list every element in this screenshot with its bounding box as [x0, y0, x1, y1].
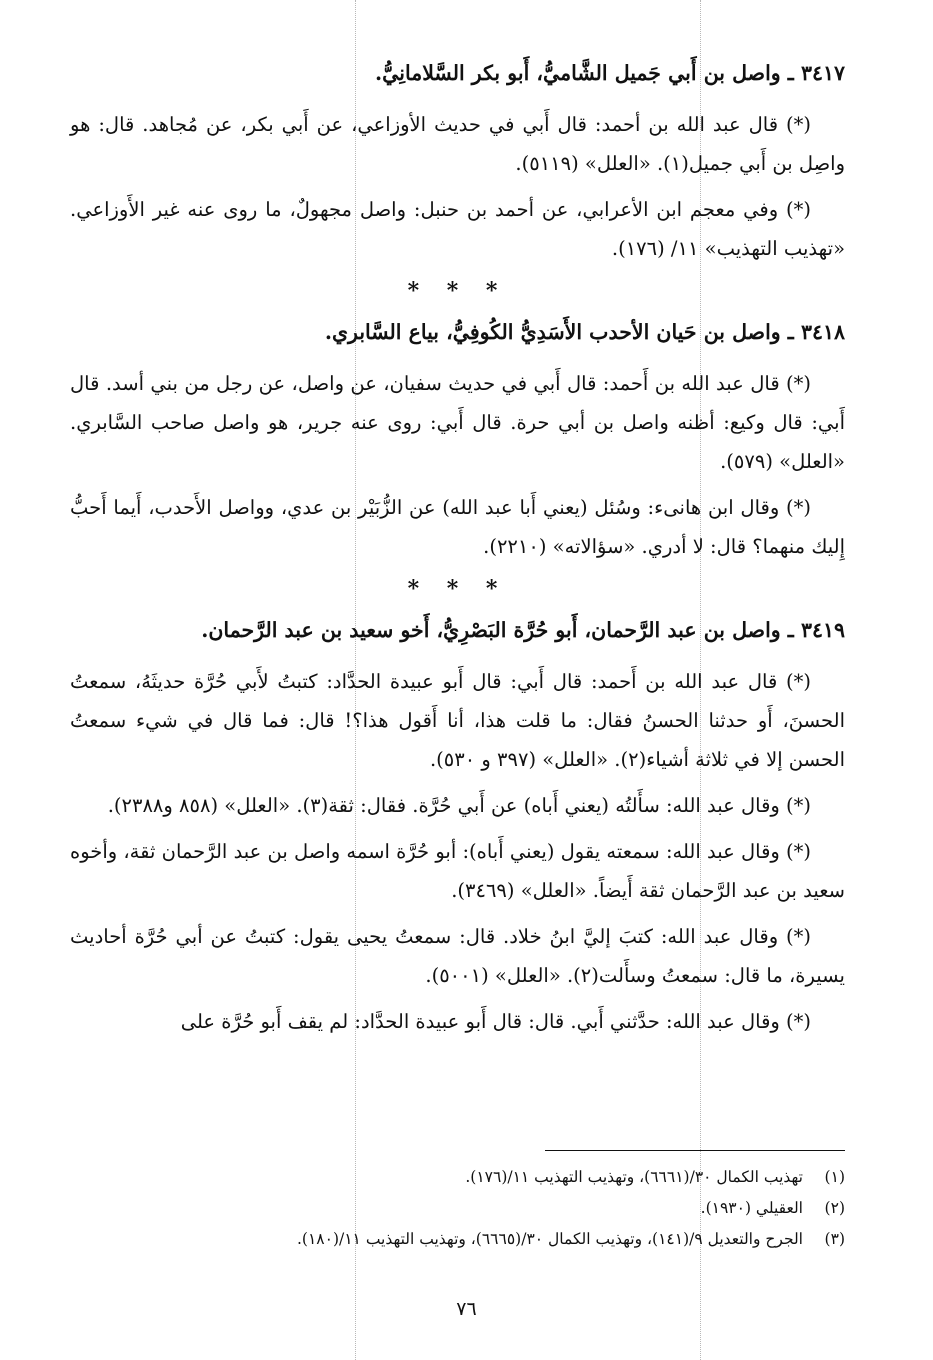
footnote-text: العقيلي (١٩٣٠).	[700, 1199, 803, 1217]
entry-paragraph: (*) وقال عبد الله: سمعته يقول (يعني أَباه): أبو حُرَّة اسمه واصل بن عبد الرَّحمان ثقة، وأخوه سعيد بن عبد الرَّحمان ثقة أَيضاً. «العلل» (٣٤٦٩).	[70, 840, 845, 902]
footnotes	[70, 1162, 845, 1255]
entry-paragraph: (*) وفي معجم ابن الأعرابي، عن أحمد بن حنبل: واصل مجهولٌ، ما روى عنه غير الأَوزاعي. «تهذيب التهذيب» ١١/ (١٧٦).	[70, 198, 845, 260]
entry-3418	[70, 313, 845, 566]
footnote-text: الجرح والتعديل ٩/(١٤١)، وتهذيب الكمال ٣٠/(٦٦٦٥)، وتهذيب التهذيب ١١/(١٨٠).	[296, 1230, 803, 1248]
footnote-number: (٢)	[824, 1199, 845, 1217]
footnote-text: تهذيب الكمال ٣٠/(٦٦٦١)، وتهذيب التهذيب ١١/(١٧٦).	[465, 1168, 803, 1186]
entry-heading: ٣٤١٩ ـ واصل بن عبد الرَّحمان، أَبو حُرَّة البَصْرِيُّ، أَخو سعيد بن عبد الرَّحمان.	[201, 618, 845, 642]
section-separator: * * *	[407, 576, 508, 602]
entry-paragraph: (*) وقال عبد الله: كتبَ إليَّ ابنُ خلاد. قال: سمعتُ يحيى يقول: كتبتُ عن أبي حُرَّة أحاديث يسيرة، ما قال: سمعتُ وسأَلت(٢). «العلل» (٥٠٠١).	[70, 925, 845, 987]
footnote	[70, 1224, 845, 1255]
entry-heading: ٣٤١٧ ـ واصل بن أَبي جَميل الشَّاميُّ، أَبو بكر السَّلامانِيُّ.	[375, 61, 845, 85]
page-number: ٧٦	[456, 1298, 477, 1320]
section-separator: * * *	[407, 278, 508, 304]
entry-paragraph: (*) قال عبد الله بن أَحمد: قال أَبي في حديث سفيان، عن واصل، عن رجل من بني أسد. قال أَبي: قال وكيع: أظنه واصل بن أبي حرة. قال أَبي: روى عنه جرير، هو واصل صاحب السَّابري. «العلل» (٥٧٩).	[70, 372, 845, 473]
entry-paragraph: (*) وقال عبد الله: حدَّثني أَبي. قال: قال أَبو عبيدة الحدَّاد: لم يقف أَبو حُرَّة على	[180, 1010, 811, 1033]
main-text	[70, 50, 845, 1048]
entry-3419	[70, 611, 845, 1041]
footnote	[70, 1193, 845, 1224]
entry-paragraph: (*) قال عبد الله بن أَحمد: قال أَبي: قال أَبو عبيدة الحدَّاد: كتبتُ لأَبي حُرَّة حديثَهُ، سمعتُ الحسنَ، أَو حدثنا الحسنُ فقال: ما قلت هذا، أنا أَقول هذا؟! قال: فما قال في شيء سمعتُ الحسن إلا في ثلاثة أشياء(٢). «العلل» (٣٩٧ و ٥٣٠).	[70, 670, 845, 771]
entry-heading: ٣٤١٨ ـ واصل بن حَيان الأحدب الأَسَدِيُّ الكُوفِيُّ، بياع السَّابري.	[324, 320, 845, 344]
footnote-divider	[545, 1150, 845, 1151]
entry-3417	[70, 54, 845, 268]
entry-paragraph: (*) وقال ابن هانىء: وسُئل (يعني أَبا عبد الله) عن الزُّبَيْر بن عدي، وواصل الأَحدب، أَيما أَحبُّ إِليك منهما؟ قال: لا أدري. «سؤالاته» (٢٢١٠).	[70, 496, 845, 558]
entry-paragraph: (*) قال عبد الله بن أحمد: قال أَبي في حديث الأوزاعي، عن أَبي بكر، عن مُجاهد. قال: هو واصِل بن أَبي جميل(١). «العلل» (٥١١٩).	[70, 113, 845, 175]
footnote	[70, 1162, 845, 1193]
entry-paragraph: (*) وقال عبد الله: سأَلتُه (يعني أَباه) عن أَبي حُرَّة. فقال: ثقة(٣). «العلل» (٨٥٨ و٢٣٨٨).	[107, 794, 811, 817]
footnote-number: (١)	[824, 1168, 845, 1186]
footnote-number: (٣)	[824, 1230, 845, 1248]
